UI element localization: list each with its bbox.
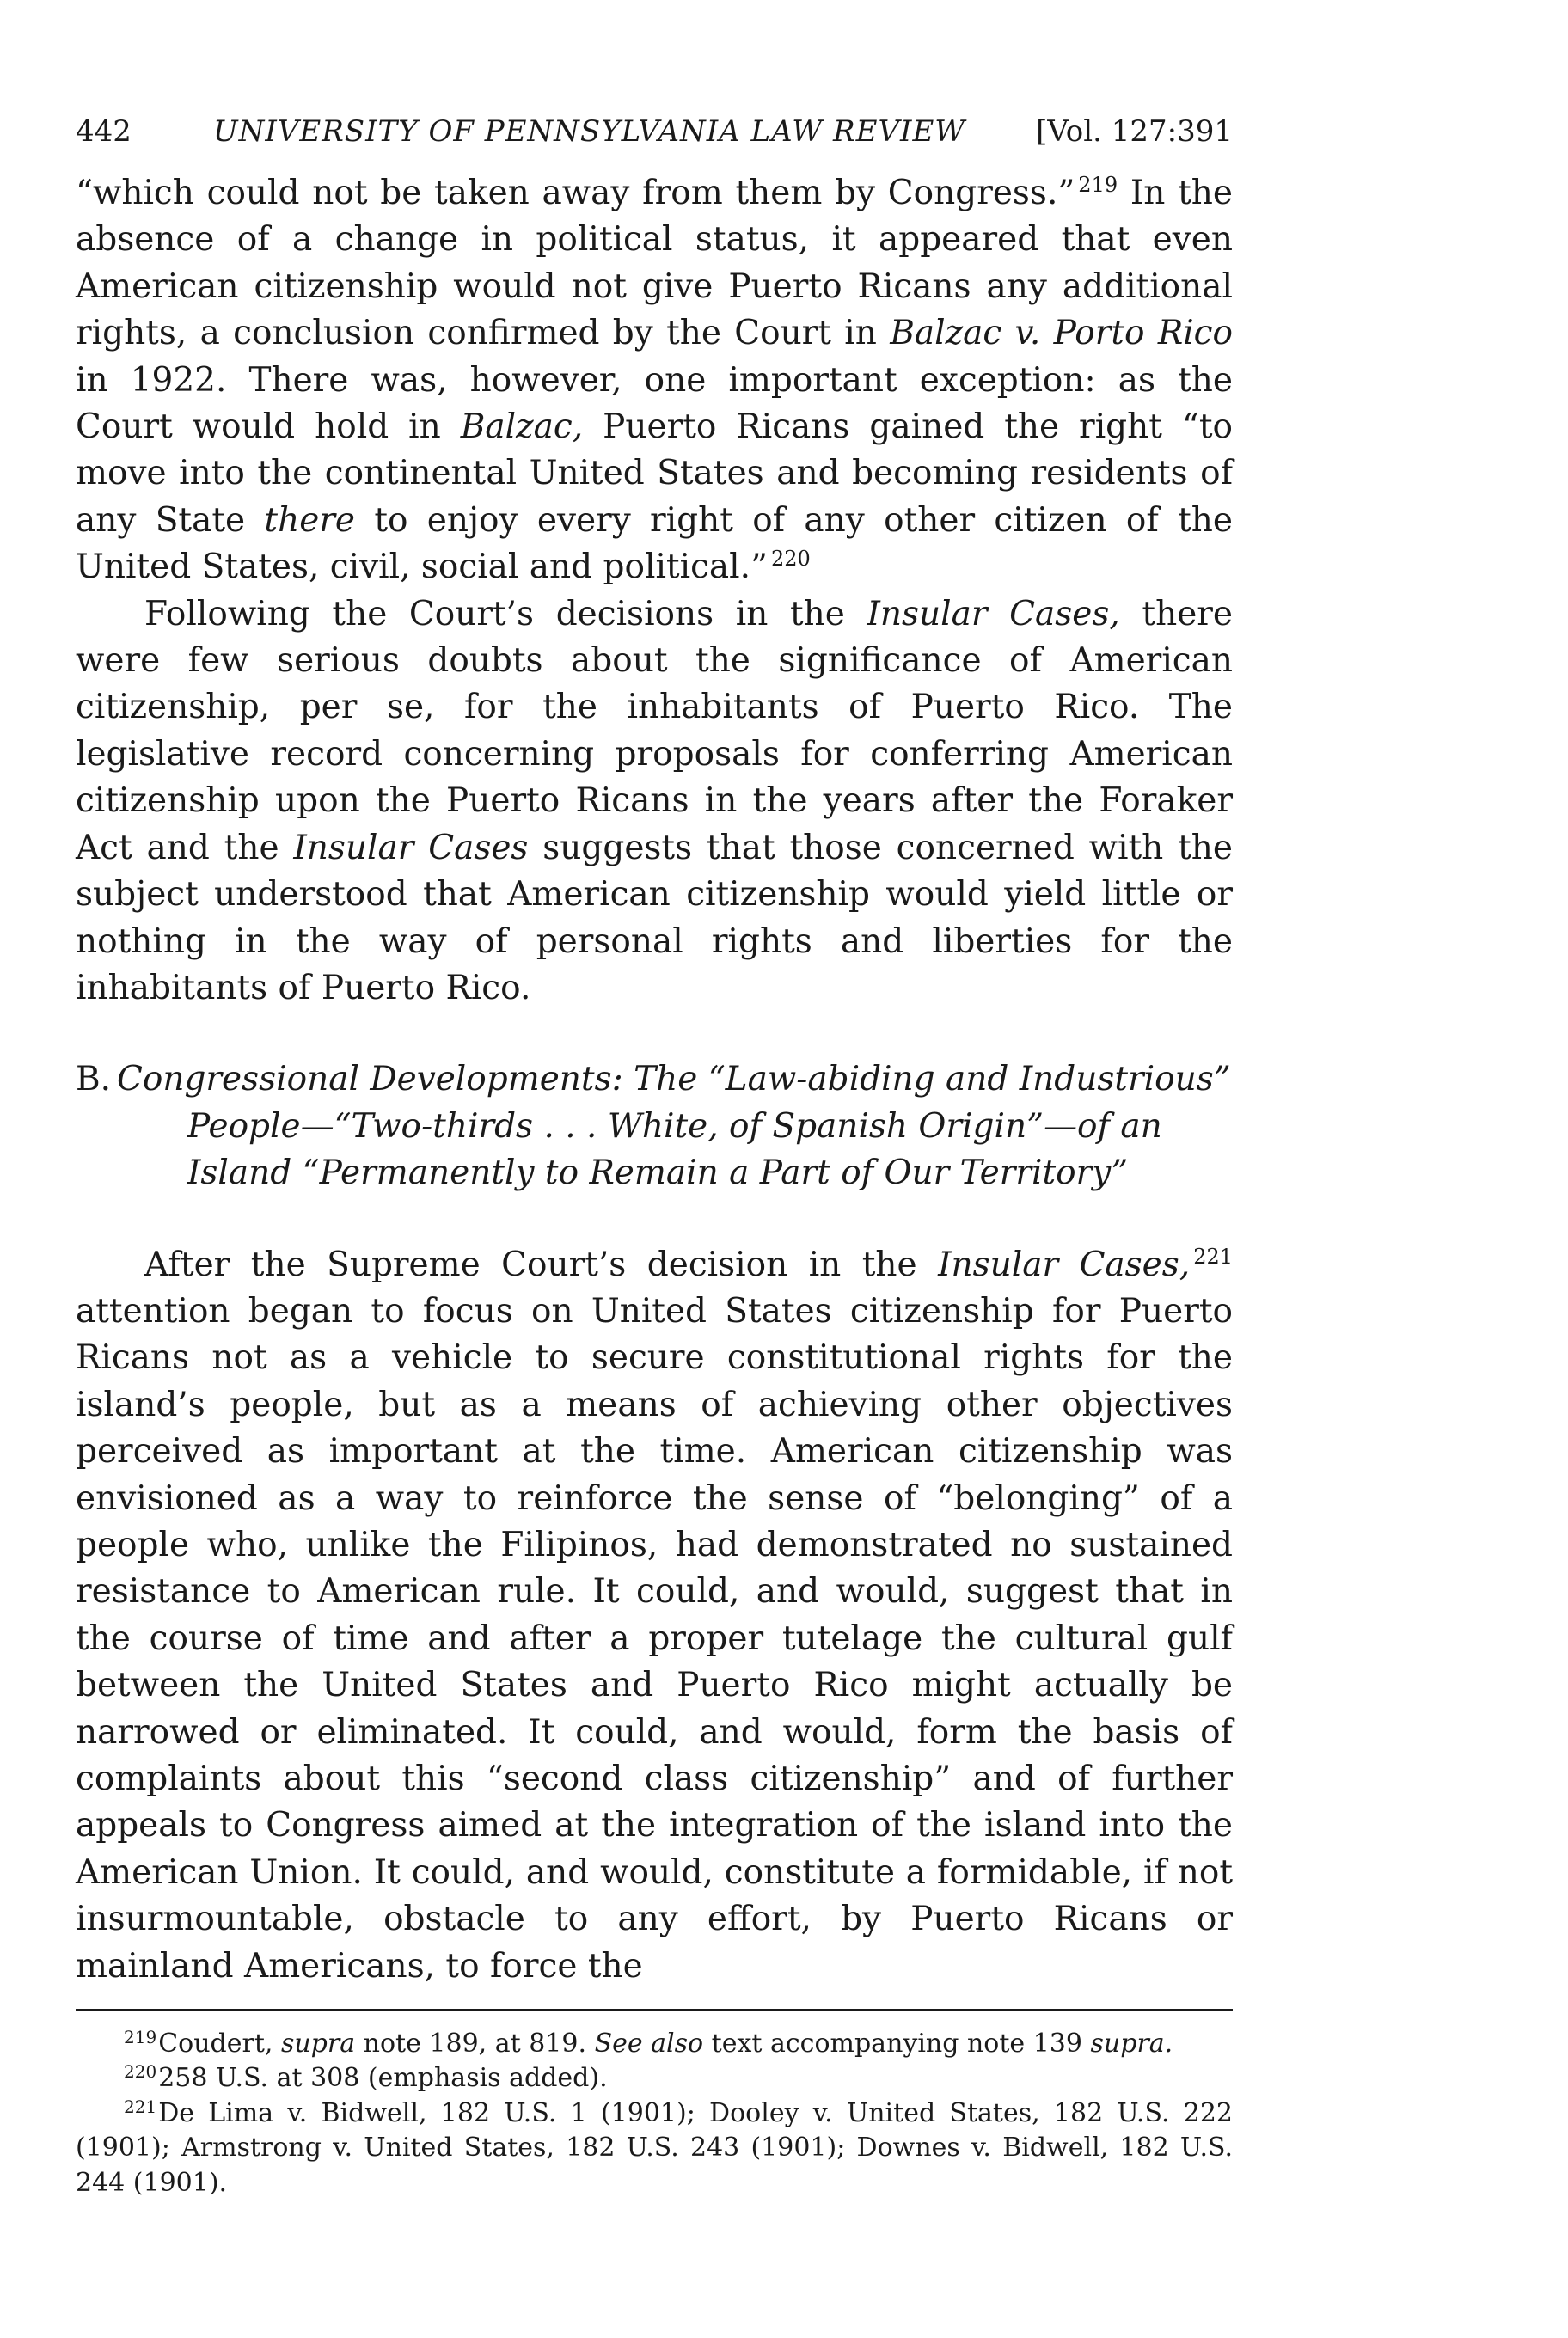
footnote-221 — [76, 2096, 1233, 2200]
footnote-number: 221 — [124, 2096, 157, 2117]
case-name: Balzac v. Porto Rico — [890, 314, 1233, 353]
text-run: suggests that those concerned with the subject understood that American citizenship would yield little or nothing in the way of personal rights and liberties for the inhabitants of Puerto Rico. — [76, 828, 1233, 1007]
emphasis: See also — [594, 2029, 704, 2060]
footnote-ref-220[interactable]: 220 — [770, 547, 811, 572]
page-number: 442 — [76, 114, 132, 149]
text-run: Following the Court’s decisions in the — [144, 594, 845, 633]
footnote-text: De Lima v. Bidwell, 182 U.S. 1 (1901); Dooley v. United States, 182 U.S. 222 (1901); Armstrong v. United States, 182 U.S. 243 (1901); Downes v. Bidwell, 182 U.S. 244 (1901). — [76, 2097, 1233, 2198]
footnote-number: 219 — [124, 2027, 157, 2048]
paragraph-1 — [76, 170, 1233, 591]
text-run: In the absence of a change in political status, it appeared that even American citizenship would not give Puerto Ricans any additional rights, a conclusion confirmed by the Court in — [76, 174, 1233, 353]
footnote-number: 220 — [124, 2061, 157, 2083]
case-name: Insular Cases, — [938, 1245, 1191, 1284]
text-run: Coudert, — [158, 2029, 273, 2060]
text-run: attention began to focus on United States citizenship for Puerto Ricans not as a vehicle to secure constitutional rights for the island’s people, but as a means of achieving other objectives perceived as important at the time. American citizenship was envisioned as a way to reinforce the sense of “belonging” of a people who, unlike the Filipinos, had demonstrated no sustained resistance to American rule. It could, and would, suggest that in the course of time and after a proper tutelage the cultural gulf between the United States and Puerto Rico might actually be narrowed or eliminated. It could, and would, form the basis of complaints about this “second class citizenship” and of further appeals to Congress aimed at the integration of the island into the American Union. It could, and would, constitute a formidable, if not insurmountable, obstacle to any effort, by Puerto Ricans or mainland Americans, to force the — [76, 1291, 1233, 1986]
footnote-ref-219[interactable]: 219 — [1078, 173, 1118, 197]
footnote-divider — [76, 2009, 1233, 2011]
case-name: Insular Cases, — [867, 594, 1120, 633]
text-run: After the Supreme Court’s decision in the — [144, 1245, 917, 1284]
text-run: “which could not be taken away from them by Congress.” — [76, 174, 1075, 212]
footnote-ref-221[interactable]: 221 — [1193, 1244, 1233, 1269]
footnote-219 — [76, 2027, 1233, 2061]
case-name: Balzac, — [460, 407, 584, 447]
section-title: Congressional Developments: The “Law-abiding and Industrious” People—“Two-thirds . . . White, of Spanish Origin”—of an Island “Permanently to Remain a Part of Our Territory” — [117, 1060, 1231, 1193]
paragraph-2 — [76, 591, 1233, 1013]
text-run: to enjoy every right of any other citizen of the United States, civil, social and political.” — [76, 500, 1233, 587]
text-run: there were few serious doubts about the significance of American citizenship, per se, for the inhabitants of Puerto Rico. The legislative record concerning proposals for conferring American citizenship upon the Puerto Ricans in the years after the Foraker Act and the — [76, 594, 1233, 867]
emphasis: supra — [280, 2029, 356, 2060]
text-run: in 1922. There was, however, one important exception: as the Court would hold in — [76, 360, 1233, 447]
text-run: text accompanying note 139 — [711, 2029, 1082, 2060]
case-name: Insular Cases — [293, 828, 529, 867]
emphasis: supra. — [1090, 2029, 1173, 2060]
text-run: Puerto Ricans gained the right “to move into the continental United States and becoming residents of any State — [76, 407, 1233, 540]
volume-citation: [Vol. 127:391 — [1036, 114, 1233, 149]
emphasis: there — [264, 500, 355, 540]
text-run: note 189, at 819. — [363, 2029, 587, 2060]
page — [76, 112, 1233, 2200]
running-head — [76, 112, 1233, 151]
paragraph-3 — [76, 1242, 1233, 1991]
section-letter: B. — [76, 1060, 112, 1099]
section-heading — [76, 1056, 1233, 1197]
footnote-220 — [76, 2061, 1233, 2096]
journal-title: UNIVERSITY OF PENNSYLVANIA LAW REVIEW — [213, 114, 966, 149]
footnote-text: 258 U.S. at 308 (emphasis added). — [158, 2063, 608, 2094]
